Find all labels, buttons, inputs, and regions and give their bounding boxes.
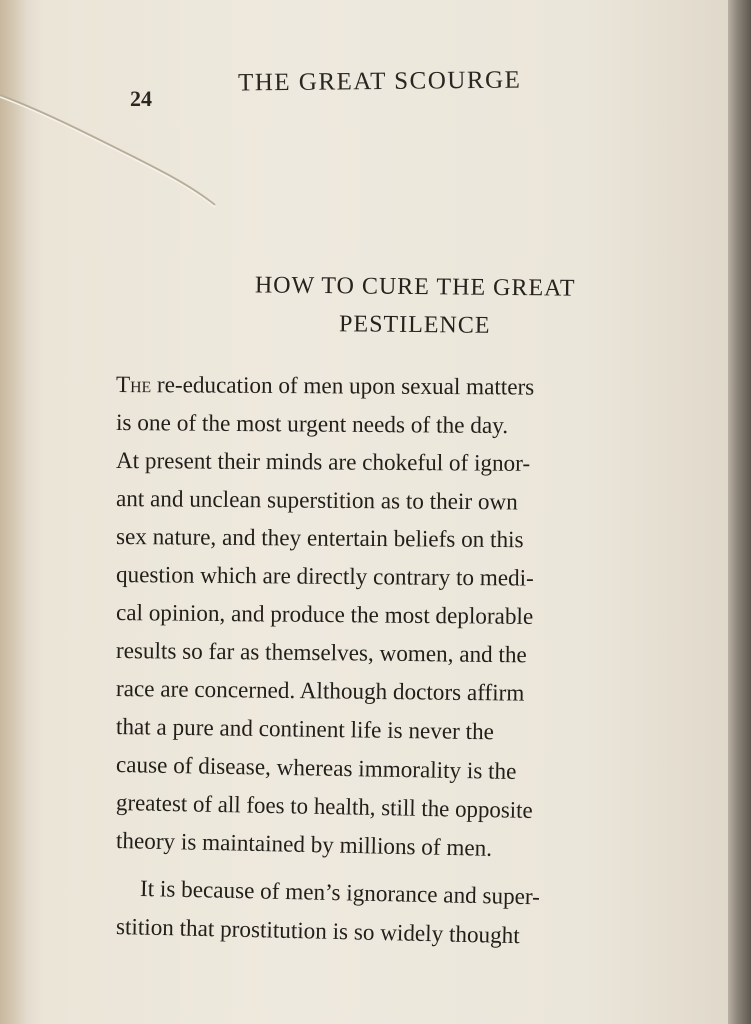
running-head bbox=[130, 66, 600, 111]
paragraph-2-line-2: stition that prostitution is so widely thought bbox=[115, 914, 521, 950]
chapter-heading-line-2: PESTILENCE bbox=[338, 311, 491, 339]
paragraph-1-line-1 bbox=[116, 372, 534, 402]
paragraph-1-line-2: is one of the most urgent needs of the day. bbox=[115, 410, 509, 440]
paragraph-1-line-4: ant and unclean superstition as to their own bbox=[115, 486, 518, 516]
page-edge-shadow bbox=[728, 0, 751, 1024]
page-number: 24 bbox=[130, 86, 152, 111]
book-title: THE GREAT SCOURGE bbox=[237, 66, 522, 97]
chapter-heading-line-1: HOW TO CURE THE GREAT bbox=[254, 272, 576, 302]
paragraph-1-line-11: cause of disease, whereas immorality is the bbox=[115, 752, 517, 785]
paragraph-1-line-12: greatest of all foes to health, still the opposite bbox=[115, 790, 533, 824]
paragraph-1-line-6: question which are directly contrary to medi- bbox=[115, 562, 534, 592]
paragraph-1-line-7: cal opinion, and produce the most deplorable bbox=[115, 600, 534, 631]
paragraph-1-line-5: sex nature, and they entertain beliefs on this bbox=[115, 524, 524, 554]
paragraph-1-line-10: that a pure and continent life is never the bbox=[115, 714, 495, 746]
paragraph-1-line-1-text: re-education of men upon sexual matters bbox=[151, 372, 535, 401]
paragraph-1-line-13: theory is maintained by millions of men. bbox=[115, 828, 493, 862]
paragraph-2-line-1: It is because of men’s ignorance and super- bbox=[139, 876, 541, 911]
chapter-heading bbox=[180, 266, 651, 347]
paragraph-1-line-3: At present their minds are chokeful of ignor- bbox=[115, 448, 531, 477]
paragraph-1-line-8: results so far as themselves, women, and the bbox=[115, 638, 527, 669]
paragraph-lead-word: The bbox=[115, 372, 152, 399]
paragraph-1-line-9: race are concerned. Although doctors affirm bbox=[115, 676, 525, 707]
